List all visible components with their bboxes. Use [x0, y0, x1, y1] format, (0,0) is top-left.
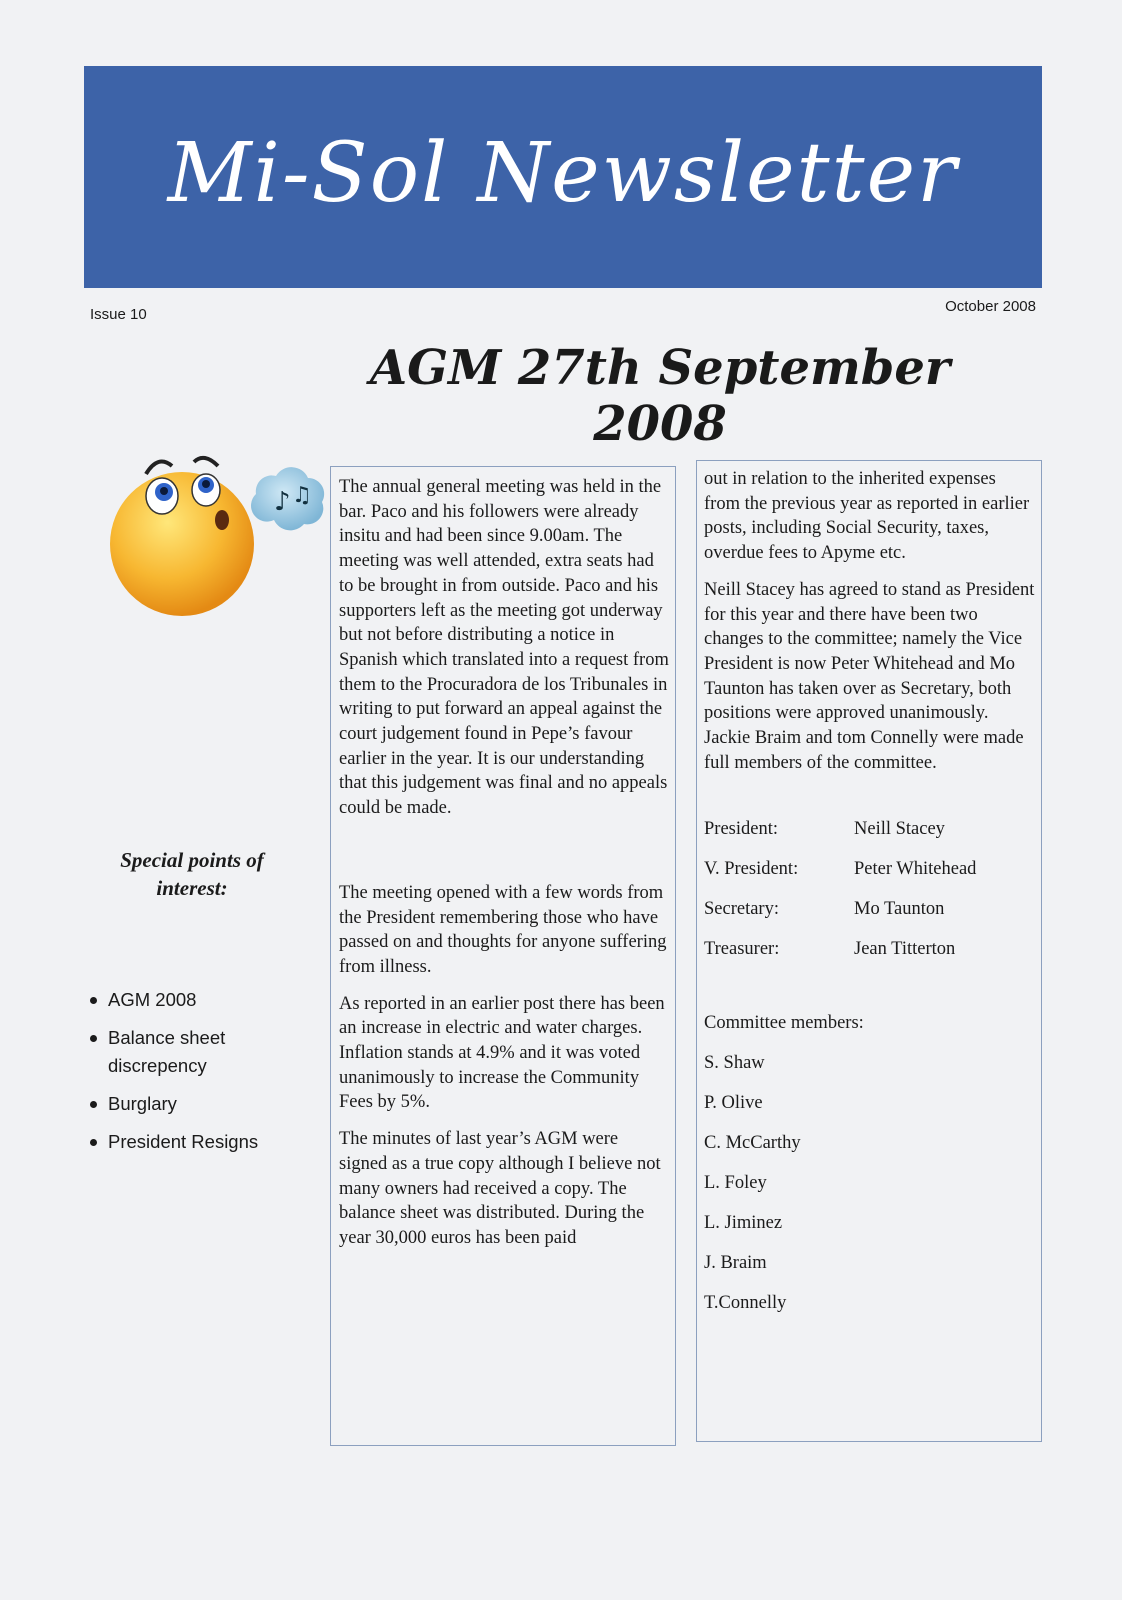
officer-role: Treasurer: [704, 939, 780, 960]
article-paragraph: Neill Stacey has agreed to stand as President for this year and there have been two changes to the committee; namely the Vice President is now Peter Whitehead and Mo Taunton has taken over as Secretary, both positions were approved unanimously. Jackie Braim and tom Connelly were made full members of the committee. [704, 579, 1035, 773]
table-row [704, 817, 1035, 857]
agm-headline: AGM 27th September 2008 [369, 340, 951, 452]
table-row [704, 937, 1035, 977]
list-item: AGM 2008 [88, 986, 298, 1014]
list-item: L. Foley [704, 1173, 767, 1194]
newsletter-title: Mi-Sol Newsletter [167, 126, 959, 221]
officer-role: Secretary: [704, 899, 779, 920]
article-column-2 [696, 460, 1042, 1442]
article-paragraph: The minutes of last year’s AGM were signed as a true copy although I believe not many owners had received a copy. The balance sheet was distributed. During the year 30,000 euros has been paid [339, 1129, 661, 1248]
list-item: S. Shaw [704, 1053, 765, 1074]
list-item: Balance sheet discrepency [88, 1024, 298, 1080]
officers-table [704, 817, 1035, 977]
whistling-smiley-icon [106, 434, 336, 634]
officer-name: Peter Whitehead [854, 859, 977, 880]
issue-number: Issue 10 [90, 306, 147, 323]
committee-label: Committee members: [704, 1013, 864, 1034]
officer-name: Mo Taunton [854, 899, 945, 920]
masthead-banner [84, 66, 1042, 288]
list-item: Burglary [88, 1090, 298, 1118]
special-points-list [88, 986, 298, 1166]
article-paragraph: The meeting opened with a few words from the President remembering those who have passed on and thoughts for anyone suffering from illness. [339, 882, 667, 977]
list-item: J. Braim [704, 1253, 767, 1274]
article-paragraph: out in relation to the inherited expenses from the previous year as reported in earlier posts, including Social Security, taxes, overdue fees to Apyme etc. [704, 469, 1030, 564]
article-paragraph: As reported in an earlier post there has been an increase in electric and water charges. Inflation stands at 4.9% and it was voted unanimously to increase the Community Fees by 5%. [339, 993, 665, 1113]
svg-text:♪: ♪ [274, 487, 291, 517]
list-item: President Resigns [88, 1128, 298, 1156]
table-row [704, 857, 1035, 897]
officer-role: V. President: [704, 859, 799, 880]
list-item: L. Jiminez [704, 1213, 783, 1234]
list-item: P. Olive [704, 1093, 763, 1114]
list-item: T.Connelly [704, 1293, 787, 1314]
article-column-1 [330, 466, 676, 1446]
issue-date: October 2008 [945, 298, 1036, 315]
list-item: C. McCarthy [704, 1133, 801, 1154]
article-paragraph: The annual general meeting was held in the bar. Paco and his followers were already insitu and had been since 9.00am. The meeting was well attended, extra seats had to be brought in from outside. Paco and his supporters left as the meeting got underway but not before distributing a notice in Spanish which translated into a request from them to the Procuradora de los Tribunales in writing to put forward an appeal against the court judgement found in Pepe’s favour earlier in the year. It is our understanding that this judgement was final and no appeals could be made. [339, 477, 669, 819]
special-points-title: Special points of interest: [120, 848, 264, 900]
svg-text:♫: ♫ [292, 483, 312, 508]
officer-name: Jean Titterton [854, 939, 956, 960]
officer-role: President: [704, 819, 778, 840]
officer-name: Neill Stacey [854, 819, 945, 840]
table-row [704, 897, 1035, 937]
